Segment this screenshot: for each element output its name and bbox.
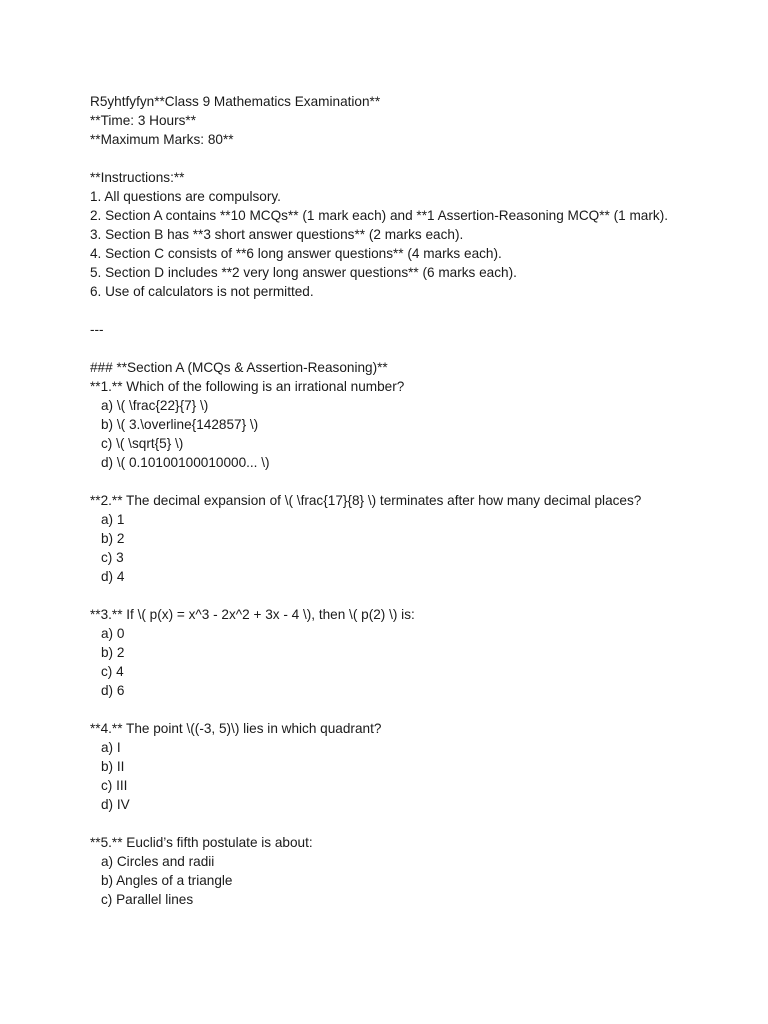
spacer xyxy=(90,149,750,168)
question-5: **5.** Euclid’s fifth postulate is about: xyxy=(90,835,313,850)
exam-title: R5yhtfyfyn**Class 9 Mathematics Examination** xyxy=(90,94,381,109)
question-3: **3.** If \( p(x) = x^3 - 2x^2 + 3x - 4 \), then \( p(2) \) is: xyxy=(90,607,415,622)
spacer xyxy=(90,700,750,719)
question-2-option-b: b) 2 xyxy=(101,531,125,546)
instruction-item: 4. Section C consists of **6 long answer questions** (4 marks each). xyxy=(90,246,502,261)
question-1-option-a: a) \( \frac{22}{7} \) xyxy=(101,398,209,413)
question-2-option-d: d) 4 xyxy=(101,569,125,584)
question-5-option-b: b) Angles of a triangle xyxy=(101,873,233,888)
instruction-item: 1. All questions are compulsory. xyxy=(90,189,281,204)
question-4-option-b: b) II xyxy=(101,759,125,774)
exam-time: **Time: 3 Hours** xyxy=(90,113,197,128)
question-3-option-d: d) 6 xyxy=(101,683,125,698)
question-1-option-c: c) \( \sqrt{5} \) xyxy=(101,436,184,451)
question-4-option-c: c) III xyxy=(101,778,128,793)
instruction-item: 6. Use of calculators is not permitted. xyxy=(90,284,314,299)
question-5-option-c: c) Parallel lines xyxy=(101,892,194,907)
spacer xyxy=(90,472,750,491)
question-3-option-a: a) 0 xyxy=(101,626,125,641)
question-2: **2.** The decimal expansion of \( \frac{17}{8} \) terminates after how many decimal places? xyxy=(90,493,642,508)
spacer xyxy=(90,586,750,605)
question-4-option-a: a) I xyxy=(101,740,121,755)
section-a-heading: ### **Section A (MCQs & Assertion-Reasoning)** xyxy=(90,360,388,375)
section-separator: --- xyxy=(90,322,104,337)
question-3-option-c: c) 4 xyxy=(101,664,124,679)
spacer xyxy=(90,814,750,833)
question-4: **4.** The point \((-3, 5)\) lies in which quadrant? xyxy=(90,721,382,736)
question-1-option-d: d) \( 0.10100100010000... \) xyxy=(101,455,270,470)
question-4-option-d: d) IV xyxy=(101,797,130,812)
exam-max-marks: **Maximum Marks: 80** xyxy=(90,132,234,147)
question-2-option-a: a) 1 xyxy=(101,512,125,527)
instruction-item: 2. Section A contains **10 MCQs** (1 mark each) and **1 Assertion-Reasoning MCQ** (1 mark). xyxy=(90,208,668,223)
spacer xyxy=(90,301,750,320)
exam-document xyxy=(90,92,750,909)
question-1: **1.** Which of the following is an irrational number? xyxy=(90,379,405,394)
instruction-item: 3. Section B has **3 short answer questions** (2 marks each). xyxy=(90,227,464,242)
question-1-option-b: b) \( 3.\overline{142857} \) xyxy=(101,417,259,432)
question-3-option-b: b) 2 xyxy=(101,645,125,660)
instruction-item: 5. Section D includes **2 very long answer questions** (6 marks each). xyxy=(90,265,517,280)
instructions-heading: **Instructions:** xyxy=(90,170,185,185)
spacer xyxy=(90,339,750,358)
question-5-option-a: a) Circles and radii xyxy=(101,854,215,869)
question-2-option-c: c) 3 xyxy=(101,550,124,565)
